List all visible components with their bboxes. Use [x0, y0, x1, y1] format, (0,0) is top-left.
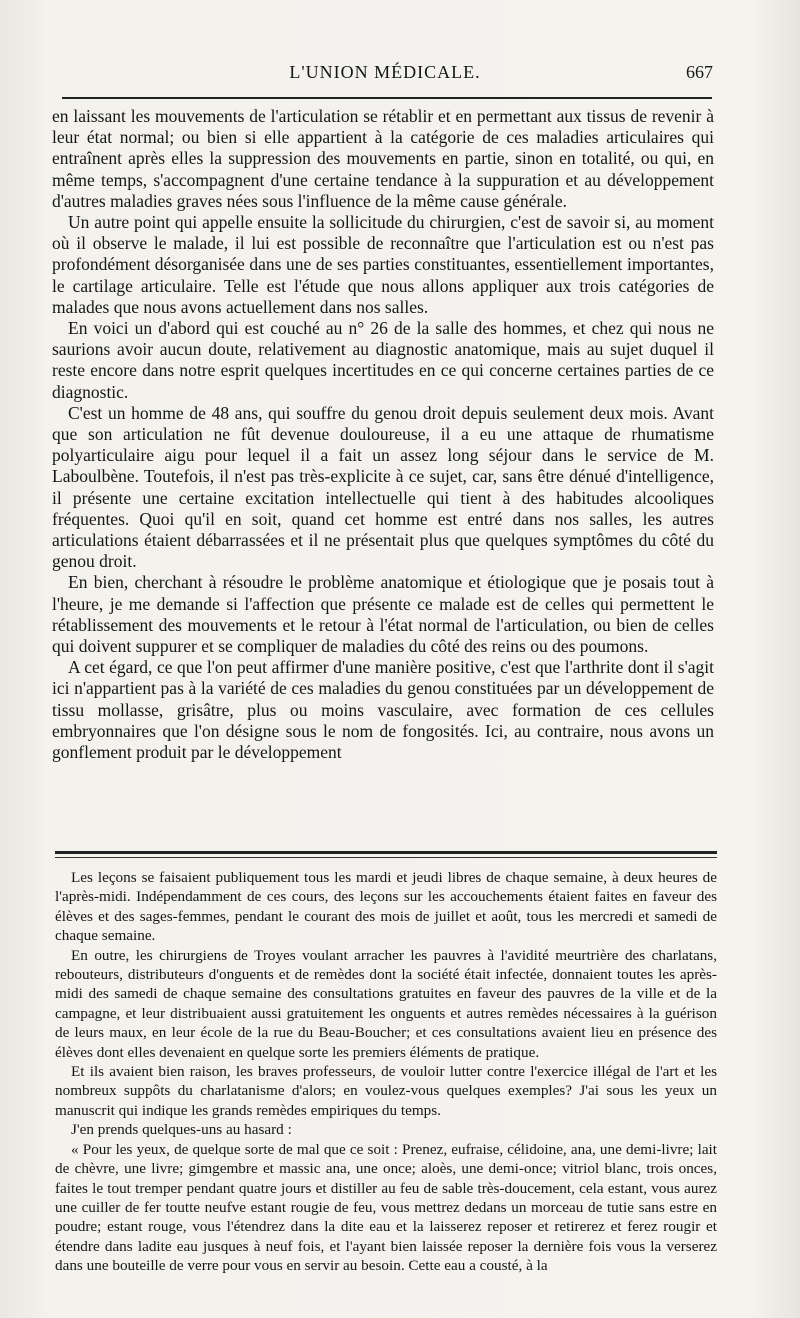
running-title: L'UNION MÉDICALE. — [289, 62, 481, 82]
main-paragraph: A cet égard, ce que l'on peut affirmer d'une manière positive, c'est que l'arthrite dont il s'agit ici n'appartient pas à la variété de ces maladies du genou constituées par un développement de tissu mollasse, grisâtre, plus ou moins vasculaire, avec formation de ces cellules embryonnaires que l'on désigne sous le nom de fongosités. Ici, au contraire, nous avons un gonflement produit par le développement — [52, 657, 714, 763]
main-paragraph: C'est un homme de 48 ans, qui souffre du genou droit depuis seulement deux mois. Avant que son articulation ne fût devenue douloureuse, il a eu une attaque de rhumatisme polyarticulaire aigu pour lequel il a fait un assez long séjour dans le service de M. Laboulbène. Toutefois, il n'est pas très-explicite à ce sujet, car, sans être dénué d'intelligence, il présente une certaine excitation intellectuelle qui tient à des habitudes alcooliques fréquentes. Quoi qu'il en soit, quand cet homme est entré dans nos salles, les autres articulations étaient débarrassées et il ne présentait plus que quelques symptômes du côté du genou droit. — [52, 402, 714, 572]
notes-paragraph: En outre, les chirurgiens de Troyes voulant arracher les pauvres à l'avidité meurtrière des charlatans, rebouteurs, distributeurs d'onguents et de remèdes dont la société était infectée, donnaient toutes les après-midi des samedi de chaque semaine des consultations gratuites en faveur des pauvres de la ville et de la campagne, et leur distribuaient aussi gratuitement les onguents et autres remèdes nécessaires à la guérison de leurs maux, en leur école de la rue du Beau-Boucher; et ces consultations avaient lieu en présence des élèves dont elles devenaient en quelque sorte les premiers éléments de pratique. — [55, 946, 717, 1061]
main-paragraph: Un autre point qui appelle ensuite la sollicitude du chirurgien, c'est de savoir si, au moment où il observe le malade, il lui est possible de reconnaître que l'articulation est ou n'est pas profondément désorganisée dans une de ses parties constituantes, essentiellement importantes, le cartilage articulaire. Telle est l'étude que nous allons appliquer aux trois catégories de malades que nous avons actuellement dans nos salles. — [52, 212, 714, 317]
main-paragraph: En bien, cherchant à résoudre le problème anatomique et étiologique que je posais tout à l'heure, je me demande si l'affection que présente ce malade est de celles qui permettent le rétablissement des mouvements et le retour à l'état normal de l'articulation, ou bien de celles qui doivent suppurer et se compliquer de maladies du côté des reins ou des poumons. — [52, 572, 714, 657]
main-paragraph: En voici un d'abord qui est couché au n° 26 de la salle des hommes, et chez qui nous ne saurions avoir aucun doute, relativement au diagnostic anatomique, mais au sujet duquel il reste encore dans notre esprit quelques incertitudes en ce qui concerne certaines parties de ce diagnostic. — [52, 318, 714, 402]
section-divider-thin — [55, 857, 717, 858]
feuilleton-text — [55, 868, 717, 1276]
page-number: 667 — [686, 62, 713, 82]
main-text — [52, 106, 714, 763]
notes-paragraph: « Pour les yeux, de quelque sorte de mal que ce soit : Prenez, eufraise, célidoine, ana, une demi-livre; lait de chèvre, une livre; gimgembre et massic ana, une once; aloès, une demi-once; vitriol blanc, trois onces, faites le tout tremper pendant quatre jours et distiller au feu de sable très-doucement, cela estant, vous aurez une cuiller de fer toutte neufve estant rougie de feu, vous mettrez dedans un morceau de tutie sans estre en poudre; estant rouge, vous l'étendrez dans la dite eau et la laisserez reposer et retirerez et ferez rougir et étendre dans ladite eau jusques à neuf fois, et l'ayant bien laissée reposer la dernière fois vous la verserez dans une bouteille de verre pour vous en servir au besoin. Cette eau a cousté, à la — [55, 1140, 717, 1275]
main-paragraph: en laissant les mouvements de l'articulation se rétablir et en permettant aux tissus de revenir à leur état normal; ou bien si elle appartient à la catégorie de ces maladies articulaires qui entraînent après elles la suppression des mouvements en partie, sinon en totalité, ou qui, en même temps, s'accompagnent d'une certaine tendance à la suppuration et au développement d'autres maladies graves nées sous l'influence de la même cause générale. — [52, 106, 714, 211]
notes-paragraph: Et ils avaient bien raison, les braves professeurs, de vouloir lutter contre l'exercice illégal de l'art et les nombreux suppôts du charlatanisme d'alors; en voulez-vous quelques exemples? J'ai sous les yeux un manuscrit qui indique les grands remèdes empiriques du temps. — [55, 1063, 717, 1119]
header-rule — [62, 97, 712, 99]
notes-paragraph: J'en prends quelques-uns au hasard : — [71, 1121, 292, 1139]
page-header — [55, 60, 715, 90]
notes-paragraph: Les leçons se faisaient publiquement tous les mardi et jeudi libres de chaque semaine, à deux heures de l'après-midi. Indépendamment de ces cours, des leçons sur les accouchements étaient faites en faveur des élèves et des sages-femmes, pendant le courant des mois de juillet et août, tous les mercredi et samedi de chaque semaine. — [55, 869, 717, 945]
section-divider-thick — [55, 851, 717, 854]
